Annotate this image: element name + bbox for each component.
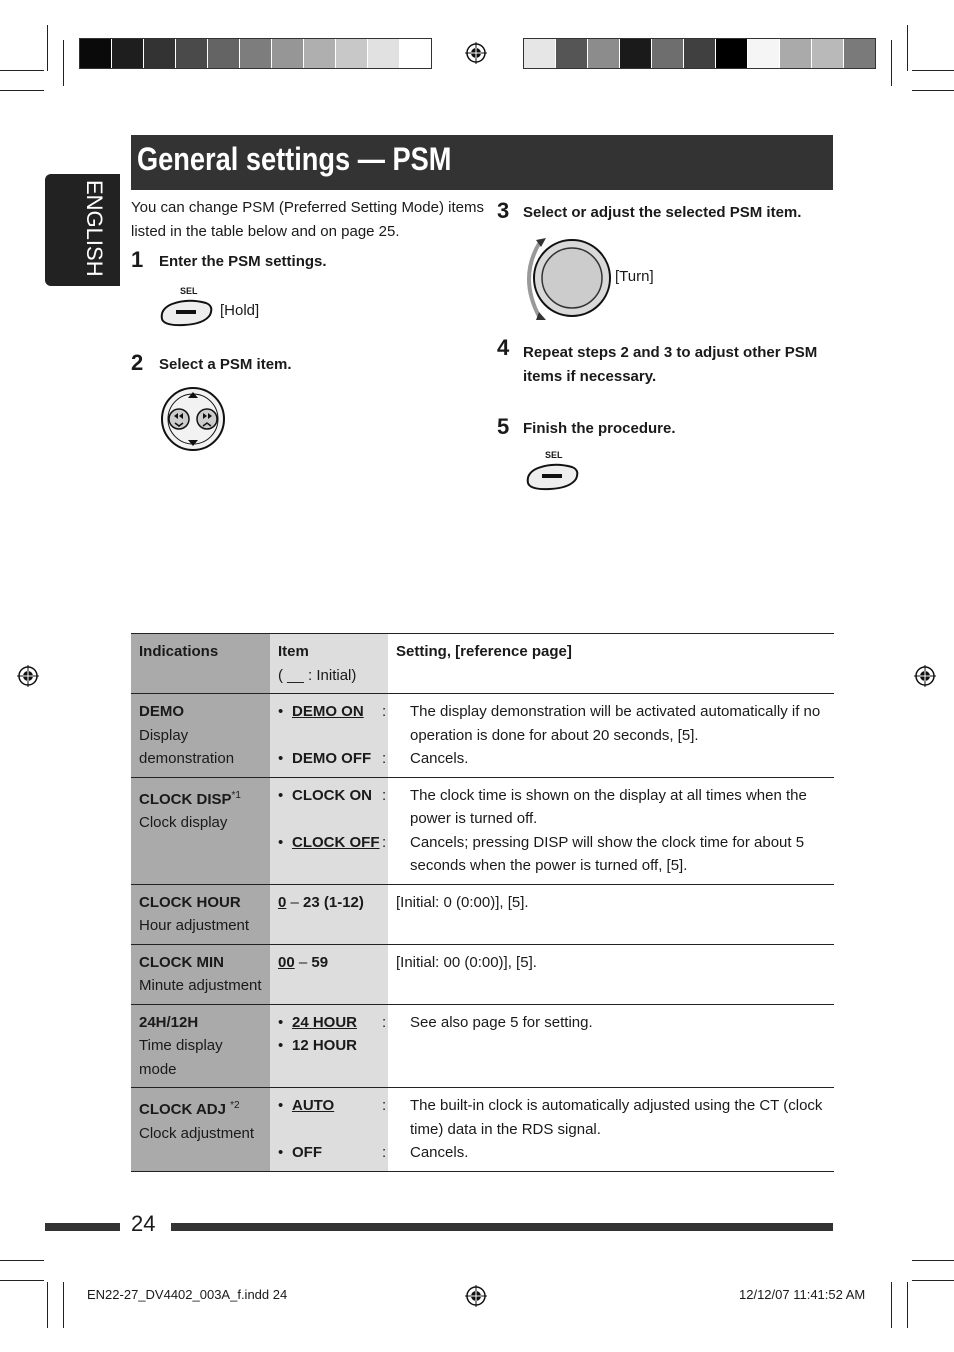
color-swatch	[336, 39, 368, 68]
step-label	[523, 341, 817, 389]
setting-desc: : Cancels.	[382, 750, 469, 767]
crop-mark	[0, 1260, 44, 1261]
intro-text	[131, 196, 484, 244]
color-swatch	[368, 39, 400, 68]
item-range-end: 59	[311, 953, 329, 971]
color-bar-left	[79, 38, 432, 69]
sel-button-icon	[158, 297, 214, 327]
crop-mark	[912, 90, 954, 91]
step-label: Select or adjust the selected PSM item.	[523, 204, 802, 221]
intro-line: listed in the table below and on page 25.	[131, 223, 400, 240]
setting-desc: : Cancels; pressing DISP will show the clock time for about 5 seconds when the power is turned off, [5].	[382, 833, 805, 874]
color-swatch	[176, 39, 208, 68]
item-range-start: 00	[278, 953, 295, 971]
setting-cell	[382, 1088, 834, 1172]
crop-mark	[891, 1282, 892, 1328]
crop-mark	[0, 1280, 44, 1281]
color-swatch	[844, 39, 875, 68]
item-range-end: 23 (1-12)	[303, 893, 364, 911]
crop-mark	[907, 1282, 908, 1328]
step-number: 3	[497, 198, 510, 223]
crop-mark	[63, 40, 64, 86]
color-swatch	[240, 39, 272, 68]
indication-cell	[131, 884, 270, 944]
item-cell	[270, 777, 388, 884]
setting-cell	[382, 1004, 834, 1088]
indication-desc: Clock display	[139, 814, 228, 831]
page-number: 24	[131, 1211, 156, 1236]
title-bar	[131, 135, 833, 190]
indication-code: CLOCK ADJ $^{*2}$	[139, 1100, 240, 1118]
indication-cell	[131, 1088, 270, 1172]
sel-label: SEL	[545, 450, 563, 460]
table-row	[131, 944, 834, 1004]
setting-desc: : The clock time is shown on the display at all times when the power is turned off.	[382, 786, 807, 827]
crop-mark	[891, 40, 892, 86]
slug-date: 12/12/07 11:41:52 AM	[739, 1287, 866, 1302]
table-row	[131, 884, 834, 944]
language-label: ENGLISH	[82, 180, 107, 277]
step-number: 4	[497, 335, 510, 360]
step-label-line: Repeat steps 2 and 3 to adjust other PSM	[523, 344, 818, 361]
color-swatch	[400, 39, 431, 68]
item-header-note: ( __ : Initial)	[278, 666, 357, 684]
crop-mark	[912, 1280, 954, 1281]
sel-button-icon	[524, 461, 580, 491]
registration-mark-icon	[465, 42, 487, 64]
crop-mark	[47, 25, 48, 71]
color-swatch	[112, 39, 144, 68]
indication-code: CLOCK DISP$^{*1}$	[139, 789, 241, 808]
table-row	[131, 1004, 834, 1088]
item-option: • DEMO ON	[278, 703, 364, 720]
item-header	[270, 634, 388, 694]
color-swatch	[652, 39, 684, 68]
indication-code: 24H/12H	[139, 1013, 199, 1031]
step-label: Finish the procedure.	[523, 420, 676, 437]
item-cell	[270, 1004, 388, 1088]
step-label: Select a PSM item.	[159, 356, 292, 373]
table-header-row	[131, 634, 834, 694]
item-option: • AUTO	[278, 1097, 335, 1114]
table-row	[131, 777, 834, 884]
registration-mark-icon	[17, 665, 39, 687]
step-label-line: items if necessary.	[523, 368, 657, 385]
indication-desc: Time display mode	[139, 1037, 223, 1078]
table-row	[131, 694, 834, 778]
item-option: • 12 HOUR	[278, 1037, 358, 1054]
setting-cell	[382, 694, 834, 778]
setting-desc: : See also page 5 for setting.	[382, 1013, 593, 1031]
color-swatch	[716, 39, 748, 68]
crop-mark	[0, 70, 44, 71]
step-number: 2	[131, 350, 144, 375]
footer-rule	[45, 1223, 120, 1231]
indication-desc: Minute adjustment	[139, 977, 262, 994]
turn-label: [Turn]	[615, 268, 654, 285]
color-swatch	[304, 39, 336, 68]
color-swatch	[812, 39, 844, 68]
item-cell	[270, 1088, 388, 1172]
indication-code: CLOCK HOUR	[139, 893, 241, 911]
step-number: 5	[497, 414, 510, 439]
item-range-dash: –	[286, 893, 304, 911]
indication-desc: Hour adjustment	[139, 917, 250, 934]
item-option: • CLOCK ON	[278, 786, 372, 804]
item-header-label: Item	[278, 643, 309, 660]
item-option: • OFF	[278, 1144, 322, 1161]
slug-file: EN22-27_DV4402_003A_f.indd 24	[87, 1287, 288, 1302]
registration-mark-icon	[914, 665, 936, 687]
control-dial-icon	[524, 236, 612, 322]
item-range-start: 0	[278, 893, 287, 911]
step-number: 1	[131, 247, 144, 272]
sel-label: SEL	[180, 286, 198, 296]
crop-mark	[0, 90, 44, 91]
indication-code: DEMO	[139, 703, 184, 720]
crop-mark	[912, 70, 954, 71]
setting-header: Setting, [reference page]	[388, 634, 834, 694]
language-tab	[45, 174, 120, 286]
item-option: • CLOCK OFF	[278, 833, 380, 851]
color-swatch	[684, 39, 716, 68]
indication-desc: Display	[139, 726, 189, 744]
item-cell	[270, 944, 388, 1004]
color-swatch	[556, 39, 588, 68]
color-swatch	[524, 39, 556, 68]
color-swatch	[780, 39, 812, 68]
setting-desc: : Cancels.	[382, 1144, 469, 1161]
item-range-dash: –	[294, 953, 312, 971]
indication-cell	[131, 944, 270, 1004]
hold-label: [Hold]	[220, 302, 260, 319]
setting-cell: [Initial: 0 (0:00)], [5].	[388, 884, 834, 944]
color-swatch	[272, 39, 304, 68]
item-option: • 24 HOUR	[278, 1013, 358, 1031]
table-row	[131, 1088, 834, 1172]
indication-desc: Clock adjustment	[139, 1124, 255, 1142]
item-cell	[270, 694, 388, 778]
item-option: • DEMO OFF	[278, 750, 372, 767]
color-swatch	[80, 39, 112, 68]
crop-mark	[63, 1282, 64, 1328]
footer-rule	[171, 1223, 833, 1231]
indication-cell	[131, 777, 270, 884]
color-swatch	[144, 39, 176, 68]
setting-desc: : The built-in clock is automatically adjusted using the CT (clock time) data in the RDS signal.	[382, 1097, 823, 1138]
psm-table	[131, 633, 834, 1172]
crop-mark	[47, 1282, 48, 1328]
registration-mark-icon	[465, 1285, 487, 1307]
crop-mark	[907, 25, 908, 71]
crop-mark	[912, 1260, 954, 1261]
setting-cell	[382, 777, 834, 884]
direction-pad-icon	[160, 386, 226, 452]
indication-code: CLOCK MIN	[139, 953, 224, 971]
intro-line: You can change PSM (Preferred Setting Mode) items	[131, 199, 484, 216]
indication-desc: demonstration	[139, 750, 235, 767]
color-swatch	[748, 39, 780, 68]
setting-cell: [Initial: 00 (0:00)], [5].	[388, 944, 834, 1004]
step-label: Enter the PSM settings.	[159, 253, 327, 270]
color-swatch	[620, 39, 652, 68]
indication-cell	[131, 694, 270, 778]
page-title: General settings — PSM	[137, 141, 452, 177]
indications-header: Indications	[131, 634, 270, 694]
color-swatch	[588, 39, 620, 68]
color-bar-right	[523, 38, 876, 69]
color-swatch	[208, 39, 240, 68]
setting-desc: : The display demonstration will be activated automatically if no operation is done for about 20 seconds, [5].	[382, 703, 821, 744]
indication-cell	[131, 1004, 270, 1088]
item-cell	[270, 884, 388, 944]
